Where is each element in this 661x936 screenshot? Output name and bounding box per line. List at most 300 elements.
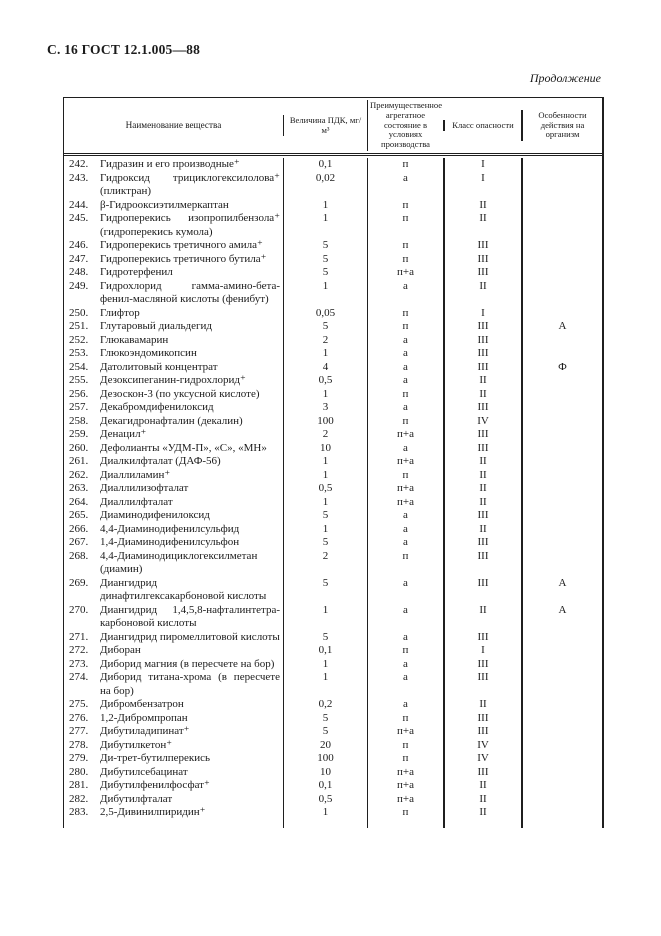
aggregate-state-cell: а [367, 509, 443, 523]
row-number: 249. [69, 279, 89, 292]
row-number: 255. [69, 374, 89, 386]
substance-name: Диборид титана-хрома (в пересчете на бор) [100, 671, 280, 697]
aggregate-state-cell: п [367, 239, 443, 253]
substance-cell [64, 779, 283, 793]
substance-name [100, 820, 280, 828]
substance-cell [64, 266, 283, 280]
aggregate-state-cell: п+а [367, 779, 443, 793]
effect-note-cell [521, 401, 602, 415]
effect-note-cell [521, 739, 602, 753]
substance-cell [64, 725, 283, 739]
substance-name: Диангидрид 1,4,5,8-нафталинтетра-карбоновой кислоты [100, 603, 280, 629]
effect-note-cell [521, 158, 602, 172]
substance-cell [64, 644, 283, 658]
aggregate-state-cell: п+а [367, 496, 443, 510]
pdk-value-cell: 100 [283, 415, 367, 429]
row-number: 269. [69, 576, 89, 589]
substance-name: Дибутилфталат [100, 792, 173, 805]
aggregate-state-cell: п+а [367, 725, 443, 739]
aggregate-state-cell: п [367, 253, 443, 267]
table-row [64, 712, 602, 726]
column-header-substance-name: Наименование вещества [125, 119, 222, 130]
table-row [64, 469, 602, 483]
row-number: 265. [69, 509, 89, 521]
substance-cell [64, 658, 283, 672]
aggregate-state-cell: п [367, 199, 443, 213]
table-row [64, 550, 602, 577]
substance-cell [64, 712, 283, 726]
table-row [64, 779, 602, 793]
table-body [64, 156, 602, 828]
hazard-class-cell: II [443, 523, 521, 537]
hazard-class-cell: II [443, 793, 521, 807]
substance-name: Ди-трет-бутилперекись [100, 752, 210, 764]
pdk-value-cell: 0,02 [283, 172, 367, 199]
table-row [64, 307, 602, 321]
hazard-class-cell: III [443, 361, 521, 375]
table-row [64, 496, 602, 510]
effect-note-cell [521, 334, 602, 348]
effect-note-cell [521, 239, 602, 253]
substance-name: Датолитовый концентрат [100, 360, 218, 373]
hazard-class-cell: III [443, 428, 521, 442]
aggregate-state-cell: а [367, 698, 443, 712]
pdk-value-cell: 1 [283, 496, 367, 510]
substance-name: 4,4-Диаминодициклогексилметан (диамин) [100, 549, 258, 575]
effect-note-cell [521, 172, 602, 199]
hazard-class-cell: III [443, 712, 521, 726]
aggregate-state-cell: п [367, 469, 443, 483]
substance-name: Гидроксид трициклогексилолова⁺ (пликтран) [100, 171, 280, 197]
hazard-class-cell: III [443, 725, 521, 739]
table-row [64, 428, 602, 442]
hazard-class-cell: III [443, 658, 521, 672]
aggregate-state-cell: а [367, 347, 443, 361]
aggregate-state-cell: а [367, 374, 443, 388]
row-number: 243. [69, 171, 89, 184]
hazard-class-cell: II [443, 604, 521, 631]
aggregate-state-cell: п [367, 158, 443, 172]
row-number: 271. [69, 630, 89, 643]
effect-note-cell [521, 820, 602, 828]
substance-cell [64, 469, 283, 483]
hazard-class-cell: III [443, 671, 521, 698]
row-number: 261. [69, 455, 89, 467]
pdk-value-cell: 0,05 [283, 307, 367, 321]
pdk-value-cell: 1 [283, 280, 367, 307]
row-number: 263. [69, 482, 89, 494]
row-number: 279. [69, 752, 89, 764]
effect-note-cell [521, 631, 602, 645]
hazard-class-cell: III [443, 334, 521, 348]
substance-name: Гидроперекись изопропилбензола⁺ (гидроперекись кумола) [100, 212, 280, 238]
effect-note-cell [521, 644, 602, 658]
hazard-class-cell: IV [443, 415, 521, 429]
pdk-value-cell: 5 [283, 712, 367, 726]
substance-cell [64, 401, 283, 415]
substance-cell [64, 347, 283, 361]
hazard-class-cell: II [443, 496, 521, 510]
effect-note-cell [521, 766, 602, 780]
table-row [64, 361, 602, 375]
table-row [64, 577, 602, 604]
effect-note-cell [521, 698, 602, 712]
row-number: 257. [69, 401, 89, 413]
aggregate-state-cell: п [367, 712, 443, 726]
row-number: 281. [69, 779, 89, 791]
aggregate-state-cell: п [367, 320, 443, 334]
row-number: 248. [69, 266, 89, 278]
pdk-value-cell: 20 [283, 739, 367, 753]
substance-cell [64, 239, 283, 253]
pdk-value-cell: 1 [283, 523, 367, 537]
row-number: 273. [69, 657, 89, 670]
substance-name: Декагидронафталин (декалин) [100, 414, 243, 427]
hazard-class-cell: II [443, 806, 521, 820]
table-row [64, 739, 602, 753]
pdk-value-cell: 1 [283, 199, 367, 213]
row-number: 250. [69, 306, 89, 319]
aggregate-state-cell: а [367, 536, 443, 550]
substance-cell [64, 550, 283, 577]
effect-note-cell [521, 671, 602, 698]
table-row [64, 415, 602, 429]
aggregate-state-cell: п [367, 550, 443, 577]
pdk-value-cell: 1 [283, 388, 367, 402]
pdk-value-cell: 0,1 [283, 779, 367, 793]
pdk-value-cell: 0,5 [283, 793, 367, 807]
substance-name: Дезоскон-3 (по уксусной кислоте) [100, 387, 260, 400]
effect-note-cell [521, 523, 602, 537]
hazard-class-cell: II [443, 199, 521, 213]
substance-name: Гидроперекись третичного амила⁺ [100, 239, 263, 251]
table-row [64, 658, 602, 672]
page-title: С. 16 ГОСТ 12.1.005—88 [47, 42, 201, 57]
table-row [64, 752, 602, 766]
pdk-value-cell: 0,5 [283, 374, 367, 388]
substance-cell [64, 442, 283, 456]
effect-note-cell [521, 509, 602, 523]
row-number: 275. [69, 698, 89, 710]
aggregate-state-cell: п [367, 806, 443, 820]
hazard-class-cell: III [443, 509, 521, 523]
aggregate-state-cell: п+а [367, 793, 443, 807]
aggregate-state-cell: а [367, 631, 443, 645]
substance-cell [64, 158, 283, 172]
substance-name: Диаллилфталат [100, 495, 173, 508]
pdk-value-cell: 3 [283, 401, 367, 415]
table-row [64, 536, 602, 550]
substance-name: Диаллиламин⁺ [100, 468, 171, 481]
hazard-class-cell: III [443, 550, 521, 577]
effect-note-cell [521, 658, 602, 672]
hazard-class-cell: II [443, 482, 521, 496]
pdk-value-cell: 10 [283, 442, 367, 456]
table-row [64, 401, 602, 415]
effect-note-cell [521, 266, 602, 280]
aggregate-state-cell: п [367, 415, 443, 429]
substance-name: Диангидрид пиромеллитовой кислоты [100, 630, 280, 643]
column-header-hazard-class: Класс опасности [443, 120, 521, 132]
effect-note-cell [521, 415, 602, 429]
substance-name: Глифтор [100, 306, 140, 319]
substance-name: Дибутилсебацинат [100, 765, 188, 778]
pdk-value-cell: 5 [283, 239, 367, 253]
row-number: 259. [69, 428, 89, 440]
table-row [64, 604, 602, 631]
substance-cell [64, 820, 283, 828]
table-row [64, 374, 602, 388]
pdk-value-cell: 2 [283, 428, 367, 442]
substance-cell [64, 793, 283, 807]
substance-cell [64, 307, 283, 321]
substance-cell [64, 455, 283, 469]
hazard-class-cell: IV [443, 739, 521, 753]
table-row [64, 253, 602, 267]
substance-cell [64, 698, 283, 712]
substance-name: Глюкоэндомикопсин [100, 347, 197, 359]
substance-name: Дефолианты «УДМ-П», «С», «МН» [100, 441, 267, 454]
effect-note-cell [521, 752, 602, 766]
substance-cell [64, 374, 283, 388]
hazard-class-cell: I [443, 307, 521, 321]
substance-cell [64, 496, 283, 510]
effect-note-cell [521, 779, 602, 793]
table-row [64, 266, 602, 280]
pdk-value-cell: 100 [283, 752, 367, 766]
substance-cell [64, 523, 283, 537]
pdk-value-cell: 2 [283, 334, 367, 348]
row-number: 283. [69, 806, 89, 818]
aggregate-state-cell: п+а [367, 266, 443, 280]
pdk-value-cell: 1 [283, 455, 367, 469]
substance-cell [64, 536, 283, 550]
effect-note-cell [521, 496, 602, 510]
pdk-value-cell: 5 [283, 509, 367, 523]
hazard-class-cell: III [443, 631, 521, 645]
pdk-value-cell: 1 [283, 671, 367, 698]
substance-cell [64, 280, 283, 307]
table-row [64, 172, 602, 199]
substances-table [63, 97, 604, 828]
substance-cell [64, 415, 283, 429]
table-row [64, 320, 602, 334]
row-number: 258. [69, 414, 89, 427]
row-number: 247. [69, 252, 89, 265]
substance-name: Диборан [100, 644, 141, 656]
aggregate-state-cell: а [367, 401, 443, 415]
aggregate-state-cell [367, 820, 443, 828]
substance-cell [64, 671, 283, 698]
aggregate-state-cell: п+а [367, 455, 443, 469]
row-number: 256. [69, 387, 89, 400]
effect-note-cell [521, 725, 602, 739]
pdk-value-cell: 1 [283, 212, 367, 239]
effect-note-cell [521, 253, 602, 267]
substance-cell [64, 320, 283, 334]
effect-note-cell [521, 374, 602, 388]
hazard-class-cell: II [443, 212, 521, 239]
pdk-value-cell: 1 [283, 806, 367, 820]
hazard-class-cell: I [443, 644, 521, 658]
substance-name: Диборид магния (в пересчете на бор) [100, 657, 275, 670]
pdk-value-cell: 1 [283, 469, 367, 483]
pdk-value-cell: 5 [283, 536, 367, 550]
substance-name: Дибутиладипинат⁺ [100, 725, 190, 737]
hazard-class-cell: III [443, 766, 521, 780]
row-number: 282. [69, 792, 89, 805]
pdk-value-cell: 5 [283, 577, 367, 604]
aggregate-state-cell: п+а [367, 766, 443, 780]
hazard-class-cell: III [443, 266, 521, 280]
row-number: 246. [69, 239, 89, 251]
pdk-value-cell: 5 [283, 725, 367, 739]
effect-note-cell [521, 793, 602, 807]
substance-name: 1,4-Диаминодифенилсульфон [100, 536, 240, 548]
table-row [64, 793, 602, 807]
row-number: 274. [69, 671, 89, 683]
substance-name: Гидротерфенил [100, 266, 173, 278]
effect-note-cell [521, 428, 602, 442]
table-row [64, 239, 602, 253]
hazard-class-cell: II [443, 698, 521, 712]
row-number: 245. [69, 212, 89, 224]
table-row [64, 280, 602, 307]
substance-cell [64, 509, 283, 523]
substance-name: 4,4-Диаминодифенилсульфид [100, 522, 240, 535]
effect-note-cell: А [521, 320, 602, 334]
substance-cell [64, 577, 283, 604]
table-row [64, 644, 602, 658]
substance-name: Глюкавамарин [100, 333, 169, 346]
effect-note-cell [521, 482, 602, 496]
row-number: 277. [69, 725, 89, 737]
substance-cell [64, 739, 283, 753]
aggregate-state-cell: п+а [367, 428, 443, 442]
aggregate-state-cell: п [367, 752, 443, 766]
hazard-class-cell: III [443, 347, 521, 361]
effect-note-cell [521, 199, 602, 213]
aggregate-state-cell: а [367, 577, 443, 604]
pdk-value-cell: 1 [283, 604, 367, 631]
substance-name: Диаллилизофталат [100, 482, 189, 494]
row-number: 280. [69, 765, 89, 778]
row-number [69, 820, 100, 828]
effect-note-cell [521, 212, 602, 239]
pdk-value-cell [283, 820, 367, 828]
aggregate-state-cell: п [367, 644, 443, 658]
effect-note-cell: А [521, 604, 602, 631]
hazard-class-cell: I [443, 158, 521, 172]
hazard-class-cell: IV [443, 752, 521, 766]
pdk-value-cell: 0,2 [283, 698, 367, 712]
hazard-class-cell: III [443, 320, 521, 334]
hazard-class-cell: III [443, 577, 521, 604]
hazard-class-cell: II [443, 374, 521, 388]
substance-name: Дибутилкетон⁺ [100, 738, 173, 751]
table-row [64, 334, 602, 348]
row-number: 251. [69, 320, 89, 332]
table-row [64, 455, 602, 469]
hazard-class-cell: II [443, 280, 521, 307]
row-number: 260. [69, 441, 89, 454]
hazard-class-cell: III [443, 536, 521, 550]
column-header-pdk-value: Величина ПДК, мг/м³ [283, 115, 367, 137]
aggregate-state-cell: а [367, 361, 443, 375]
substance-name: Глутаровый диальдегид [100, 320, 213, 332]
effect-note-cell [521, 469, 602, 483]
table-row [64, 766, 602, 780]
row-number: 262. [69, 468, 89, 481]
substance-name: β-Гидрооксиэтилмеркаптан [100, 198, 229, 211]
table-row [64, 631, 602, 645]
substance-name: Диалкилфталат (ДАФ-56) [100, 455, 221, 467]
table-header-row [64, 98, 602, 156]
substance-cell [64, 361, 283, 375]
substance-cell [64, 766, 283, 780]
table-row [64, 442, 602, 456]
pdk-value-cell: 5 [283, 266, 367, 280]
pdk-value-cell: 1 [283, 347, 367, 361]
row-number: 252. [69, 333, 89, 346]
substance-name: 2,5-Дивинилпиридин⁺ [100, 806, 206, 818]
effect-note-cell: Ф [521, 361, 602, 375]
aggregate-state-cell: а [367, 671, 443, 698]
effect-note-cell [521, 442, 602, 456]
substance-name: Диаминодифенилоксид [100, 509, 210, 521]
substance-name: 1,2-Дибромпропан [100, 711, 188, 724]
hazard-class-cell: III [443, 239, 521, 253]
table-row [64, 347, 602, 361]
pdk-value-cell: 10 [283, 766, 367, 780]
table-row [64, 212, 602, 239]
table-row [64, 671, 602, 698]
table-row [64, 482, 602, 496]
column-header-aggregate-state: Преимущественное агрегатное состояние в условиях производства [367, 100, 443, 151]
row-number: 253. [69, 347, 89, 359]
hazard-class-cell: I [443, 172, 521, 199]
substance-name: Гидразин и его производные⁺ [100, 158, 240, 170]
table-row [64, 820, 602, 828]
effect-note-cell: А [521, 577, 602, 604]
substance-cell [64, 253, 283, 267]
row-number: 272. [69, 644, 89, 656]
hazard-class-cell: II [443, 388, 521, 402]
row-number: 266. [69, 522, 89, 535]
effect-note-cell [521, 388, 602, 402]
hazard-class-cell: II [443, 469, 521, 483]
pdk-value-cell: 2 [283, 550, 367, 577]
table-row [64, 158, 602, 172]
effect-note-cell [521, 536, 602, 550]
effect-note-cell [521, 307, 602, 321]
substance-name: Дибромбензатрон [100, 698, 184, 710]
pdk-value-cell: 0,5 [283, 482, 367, 496]
hazard-class-cell: III [443, 401, 521, 415]
substance-name: Денацил⁺ [100, 428, 147, 440]
hazard-class-cell [443, 820, 521, 828]
effect-note-cell [521, 550, 602, 577]
table-row [64, 388, 602, 402]
pdk-value-cell: 0,1 [283, 644, 367, 658]
substance-cell [64, 199, 283, 213]
substance-name: Декабромдифенилоксид [100, 401, 214, 413]
substance-name: Гидроперекись третичного бутила⁺ [100, 252, 267, 265]
table-row [64, 698, 602, 712]
effect-note-cell [521, 347, 602, 361]
substance-cell [64, 752, 283, 766]
hazard-class-cell: III [443, 442, 521, 456]
